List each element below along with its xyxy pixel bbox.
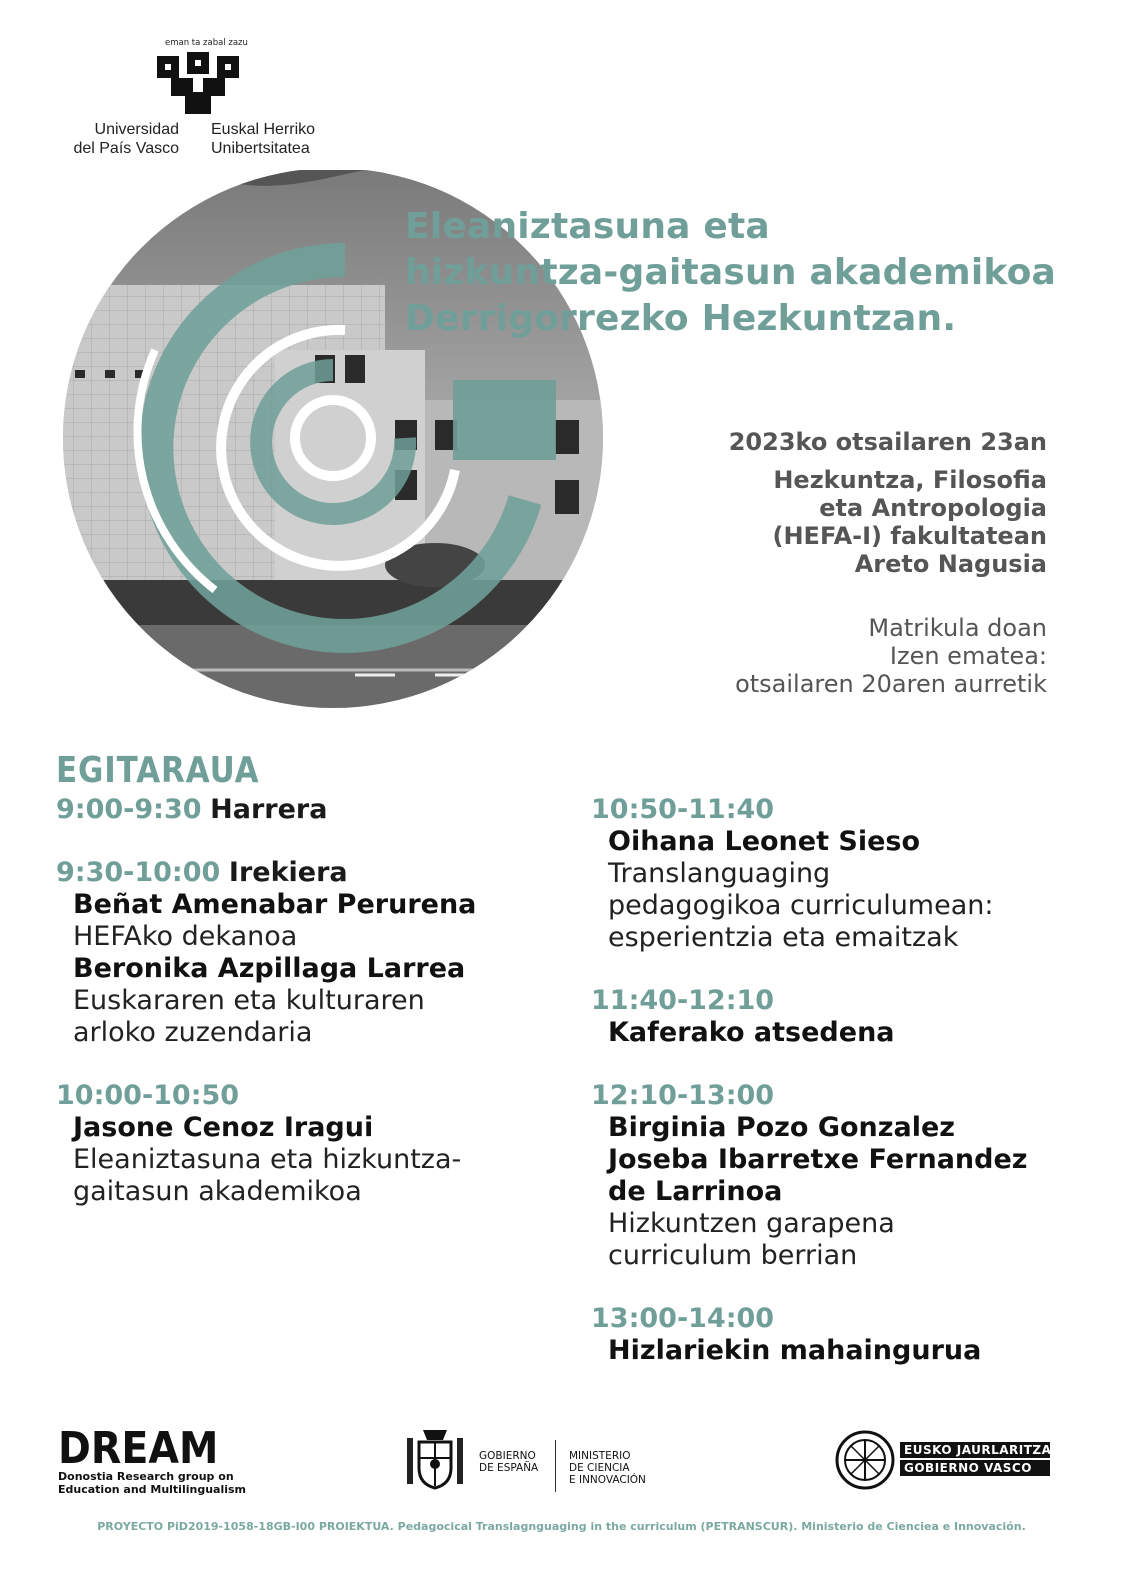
event-venue: Hezkuntza, Filosofia eta Antropologia (HEFA-I) fakultatean Areto Nagusia <box>772 466 1047 578</box>
session-time: 11:40-12:10 <box>591 985 775 1016</box>
program-column-left <box>56 794 536 1239</box>
event-title-line: Derrigorrezko Hezkuntzan. <box>405 298 957 339</box>
session-title: Kaferako atsedena <box>608 1017 895 1048</box>
program-session <box>591 985 1061 1049</box>
session-time: 13:00-14:00 <box>591 1303 775 1334</box>
program-session <box>591 794 1061 954</box>
talk-title: Translanguaging pedagogikoa curriculumean: esperientzia eta emaitzak <box>608 858 994 953</box>
footer-project-note: PROYECTO PiD2019-1058-18GB-I00 PROIEKTUA. Pedagocical Translagnguaging in the curriculum (PETRANSCUR). Ministerio de Cienciea e Innovación. <box>97 1520 1026 1533</box>
dream-logo <box>58 1423 258 1498</box>
basque-coat-of-arms-icon <box>834 1428 896 1492</box>
session-time: 9:30-10:00 <box>56 857 221 888</box>
speaker-name: Oihana Leonet Sieso <box>608 826 921 857</box>
dream-logo-subtitle: Education and Multilingualism <box>58 1483 246 1496</box>
university-logo <box>55 36 345 166</box>
gobierno-vasco-label: GOBIERNO VASCO <box>900 1460 1050 1476</box>
dream-logo-subtitle: Donostia Research group on <box>58 1470 234 1483</box>
session-time: 12:10-13:00 <box>591 1080 775 1111</box>
gobierno-vasco-logo <box>834 1428 1054 1498</box>
event-date: 2023ko otsailaren 23an <box>728 428 1047 456</box>
talk-title: Eleaniztasuna eta hizkuntza- gaitasun akademikoa <box>73 1144 462 1207</box>
session-title: Irekiera <box>228 857 348 888</box>
session-title: Hizlariekin mahaingurua <box>608 1335 982 1366</box>
speaker-name: Beñat Amenabar Perurena <box>73 889 477 920</box>
registration-info: Matrikula doan Izen ematea: otsailaren 20aren aurretik <box>735 614 1047 698</box>
university-name-eu: Euskal Herriko Unibertsitatea <box>211 121 316 157</box>
speaker-role: HEFAko dekanoa <box>73 921 298 952</box>
session-time: 10:50-11:40 <box>591 794 775 825</box>
spain-coat-of-arms-icon <box>403 1428 467 1494</box>
program-session <box>56 857 536 1049</box>
ministerio-text: MINISTERIO DE CIENCIA E INNOVACIÓN <box>569 1450 646 1486</box>
speaker-name: Joseba Ibarretxe Fernandez <box>608 1144 1028 1175</box>
event-title-line: Eleaniztasuna eta <box>405 206 770 247</box>
event-title-line: hizkuntza-gaitasun akademikoa <box>405 252 1057 293</box>
session-time: 9:00-9:30 <box>56 794 202 825</box>
university-motto: eman ta zabal zazu <box>165 38 248 48</box>
speaker-name: Birginia Pozo Gonzalez <box>608 1112 955 1143</box>
gobierno-espana-logo <box>403 1428 663 1498</box>
speaker-role: Euskararen eta kulturaren arloko zuzendaria <box>73 985 425 1048</box>
program-session <box>591 1303 1061 1367</box>
talk-title: Hizkuntzen garapena curriculum berrian <box>608 1208 895 1271</box>
speaker-name: Jasone Cenoz Iragui <box>73 1112 374 1143</box>
eusko-jaurlaritza-label: EUSKO JAURLARITZA <box>900 1442 1050 1458</box>
event-title <box>405 204 1095 342</box>
logo-divider <box>555 1440 556 1492</box>
dream-logo-wordmark: DREAM <box>58 1423 219 1474</box>
speaker-name: Beronika Azpillaga Larrea <box>73 953 466 984</box>
program-column-right <box>591 794 1061 1398</box>
program-session <box>56 1080 536 1208</box>
session-title: Harrera <box>210 794 328 825</box>
program-session <box>56 794 536 826</box>
session-time: 10:00-10:50 <box>56 1080 240 1111</box>
university-emblem-icon <box>155 52 245 116</box>
program-heading: EGITARAUA <box>56 750 260 791</box>
program-session <box>591 1080 1061 1272</box>
gobierno-espana-text: GOBIERNO DE ESPAÑA <box>479 1450 539 1474</box>
speaker-name-continued: de Larrinoa <box>608 1176 783 1207</box>
university-name-es: Universidad del País Vasco <box>73 121 179 157</box>
